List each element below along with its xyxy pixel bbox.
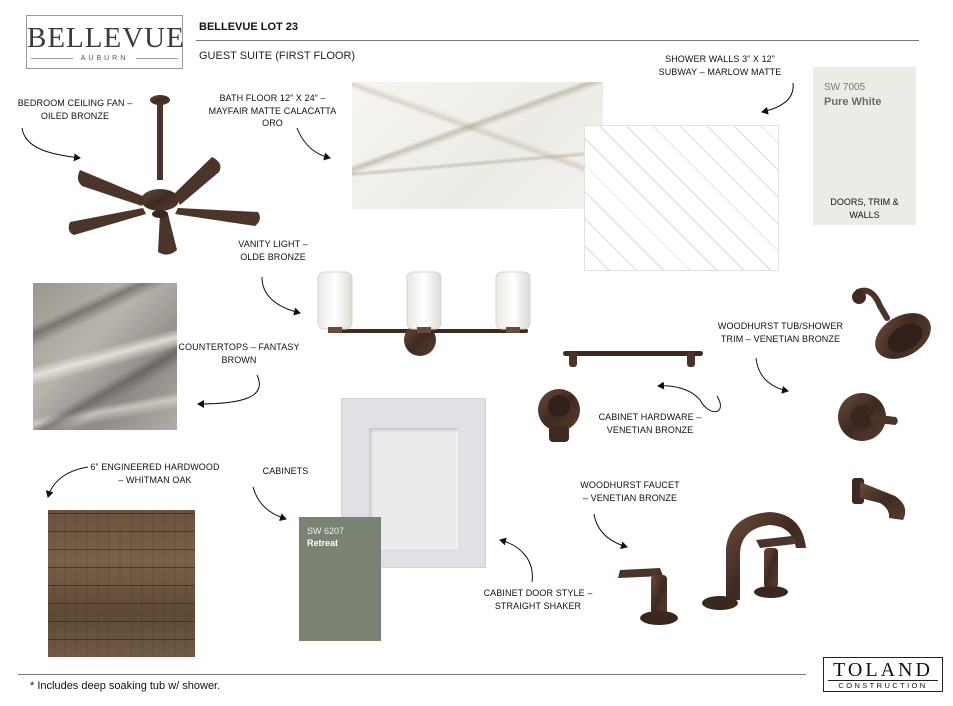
label-line: CABINETS (262, 466, 309, 476)
label-line: TRIM – VENETIAN BRONZE (720, 333, 841, 344)
label-line: WOODHURST TUB/SHOWER (717, 321, 844, 331)
arrow-vanity-light (262, 277, 300, 313)
label-line: VENETIAN BRONZE (606, 424, 694, 435)
paint-white-use-line: WALLS (849, 209, 880, 220)
paint-white-use-line: DOORS, TRIM & (830, 197, 899, 207)
logo-location-text: AUBURN (80, 55, 129, 62)
arrow-cabinet-hardware (658, 386, 720, 412)
label-line: BROWN (221, 354, 257, 365)
label-line: CABINET HARDWARE – (598, 412, 702, 422)
label-line: OILED BRONZE (40, 110, 110, 121)
arrow-countertops (198, 375, 259, 404)
paint-green-name: Retreat (307, 538, 339, 548)
shower-valve-illustration (838, 393, 898, 441)
ceiling-fan-illustration (69, 95, 260, 255)
footer-rule (18, 674, 806, 675)
vanity-light-illustration (318, 272, 530, 356)
page-title: BELLEVUE LOT 23 (199, 21, 299, 33)
label-line: WOODHURST FAUCET (580, 480, 680, 490)
label-line: BATH FLOOR 12” X 24” – (219, 93, 326, 103)
arrow-hardwood (48, 467, 88, 497)
label-line: VANITY LIGHT – (238, 239, 308, 249)
label-line: OLDE BRONZE (240, 251, 306, 262)
label-line: MAYFAIR MATTE CALACATTA (208, 105, 337, 116)
logo-wordmark: BELLEVUE (27, 22, 185, 54)
arrow-cabinets (253, 487, 286, 519)
paint-white-name: Pure White (824, 96, 882, 108)
label-line: BEDROOM CEILING FAN – (17, 98, 133, 108)
arrow-shower-walls (762, 83, 793, 112)
label-line: – WHITMAN OAK (118, 474, 192, 485)
footnote: * Includes deep soaking tub w/ shower. (30, 680, 221, 692)
page-subtitle: GUEST SUITE (FIRST FLOOR) (199, 50, 356, 62)
label-line: ORO (262, 118, 283, 128)
label-line: COUNTERTOPS – FANTASY (178, 342, 300, 352)
label-line: STRAIGHT SHAKER (494, 600, 582, 611)
label-line: SHOWER WALLS 3” X 12” (665, 54, 775, 64)
label-line: SUBWAY – MARLOW MATTE (658, 66, 782, 77)
label-line: CABINET DOOR STYLE – (483, 588, 593, 598)
cabinet-hardware-illustration (538, 351, 703, 442)
label-line: – VENETIAN BRONZE (582, 492, 678, 503)
arrow-bath-floor (297, 128, 330, 158)
arrow-faucet (594, 514, 627, 547)
toland-logo (823, 657, 943, 692)
faucet-illustration (618, 512, 806, 625)
paint-white-code: SW 7005 (824, 82, 866, 93)
paint-green-code: SW 6207 (307, 526, 345, 536)
arrow-ceiling-fan (22, 128, 80, 158)
label-line: 6” ENGINEERED HARDWOOD (90, 462, 220, 472)
toland-subtitle: CONSTRUCTION (828, 680, 938, 690)
tub-spout-illustration (852, 478, 905, 520)
toland-wordmark: TOLAND (833, 659, 933, 681)
arrow-tub-trim (756, 358, 788, 391)
arrow-door-style (500, 540, 532, 582)
shower-head-illustration (852, 290, 939, 368)
